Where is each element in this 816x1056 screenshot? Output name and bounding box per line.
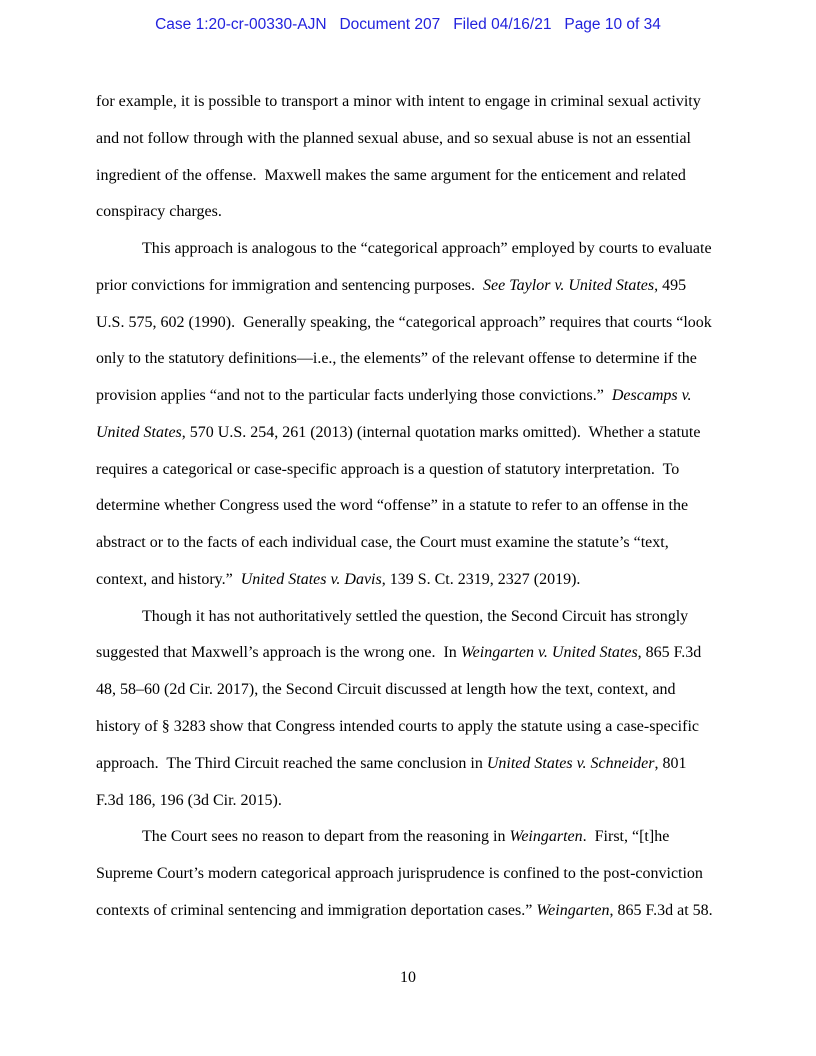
text-line (96, 672, 720, 709)
text-run: only to the statutory definitions—i.e., the elements” of the relevant offense to determine if the (96, 350, 697, 368)
text-line (96, 856, 720, 893)
text-run: and not follow through with the planned sexual abuse, and so sexual abuse is not an essential (96, 129, 691, 147)
text-run: , 570 U.S. 254, 261 (2013) (internal quotation marks omitted). Whether a statute (181, 423, 701, 441)
text-line (96, 194, 720, 231)
text-line (96, 819, 720, 856)
text-run: Supreme Court’s modern categorical approach jurisprudence is confined to the post-conviction (96, 865, 703, 883)
page-number: 10 (400, 969, 416, 986)
text-run: for example, it is possible to transport a minor with intent to engage in criminal sexual activity (96, 93, 701, 110)
text-run: provision applies “and not to the particular facts underlying those convictions.” (96, 387, 612, 405)
text-line (96, 746, 720, 783)
text-line (96, 525, 720, 562)
text-line (96, 415, 720, 452)
paragraph (96, 819, 720, 929)
case-citation: Weingarten (509, 828, 583, 846)
case-citation: Weingarten v. United States (460, 644, 638, 662)
text-run: approach. The Third Circuit reached the same conclusion in (96, 754, 487, 772)
text-run: conspiracy charges. (96, 203, 222, 221)
text-line (96, 709, 720, 746)
text-run: contexts of criminal sentencing and immigration deportation cases.” (96, 901, 537, 919)
text-run: context, and history.” (96, 570, 241, 588)
text-run: 48, 58–60 (2d Cir. 2017), the Second Circuit discussed at length how the text, context, and (96, 681, 676, 699)
text-run: determine whether Congress used the word “offense” in a statute to refer to an offense in the (96, 497, 689, 515)
paragraph (96, 599, 720, 820)
document-body (96, 84, 720, 930)
case-citation: United States (96, 423, 182, 441)
text-line (96, 158, 720, 195)
paragraph (96, 84, 720, 231)
ecf-header-stamp: Case 1:20-cr-00330-AJN Document 207 Filed 04/16/21 Page 10 of 34 (155, 16, 661, 33)
text-line (96, 121, 720, 158)
text-line (96, 488, 720, 525)
text-line (96, 635, 720, 672)
text-run: , 139 S. Ct. 2319, 2327 (2019). (381, 570, 581, 588)
text-line (96, 84, 720, 121)
text-line (96, 783, 720, 820)
case-citation: United States v. Schneider (486, 754, 655, 772)
text-run: , 801 (654, 754, 687, 772)
text-run: history of § 3283 show that Congress intended courts to apply the statute using a case-specific (96, 718, 699, 736)
text-run: ingredient of the offense. Maxwell makes the same argument for the enticement and related (96, 166, 686, 184)
text-line (96, 231, 720, 268)
text-run: requires a categorical or case-specific approach is a question of statutory interpretation. To (96, 460, 680, 478)
text-line (96, 452, 720, 489)
text-run: suggested that Maxwell’s approach is the wrong one. In (96, 644, 461, 662)
paragraph (96, 231, 720, 599)
text-run: , 495 (654, 276, 687, 294)
case-citation: Weingarten (536, 901, 610, 919)
case-citation: See Taylor v. United States (483, 276, 655, 294)
text-line (96, 599, 720, 636)
text-run: F.3d 186, 196 (3d Cir. 2015). (96, 791, 282, 809)
text-run: , 865 F.3d at 58. (609, 901, 713, 919)
text-line (96, 893, 720, 930)
case-citation: Descamps v. (611, 387, 692, 405)
text-line (96, 268, 720, 305)
text-line (96, 341, 720, 378)
text-run: prior convictions for immigration and sentencing purposes. (96, 276, 484, 294)
text-run: U.S. 575, 602 (1990). Generally speaking, the “categorical approach” requires that courts “look (96, 313, 712, 331)
text-run: abstract or to the facts of each individual case, the Court must examine the statute’s “text, (96, 534, 669, 552)
text-run: The Court sees no reason to depart from the reasoning in (142, 828, 510, 846)
text-line (96, 305, 720, 342)
text-run: , 865 F.3d (637, 644, 702, 662)
text-run: . First, “[t]he (582, 828, 670, 846)
text-line (96, 378, 720, 415)
text-line (96, 562, 720, 599)
case-citation: United States v. Davis (240, 570, 382, 588)
text-run: This approach is analogous to the “categorical approach” employed by courts to evaluate (142, 240, 712, 258)
text-run: Though it has not authoritatively settled the question, the Second Circuit has strongly (142, 607, 689, 625)
